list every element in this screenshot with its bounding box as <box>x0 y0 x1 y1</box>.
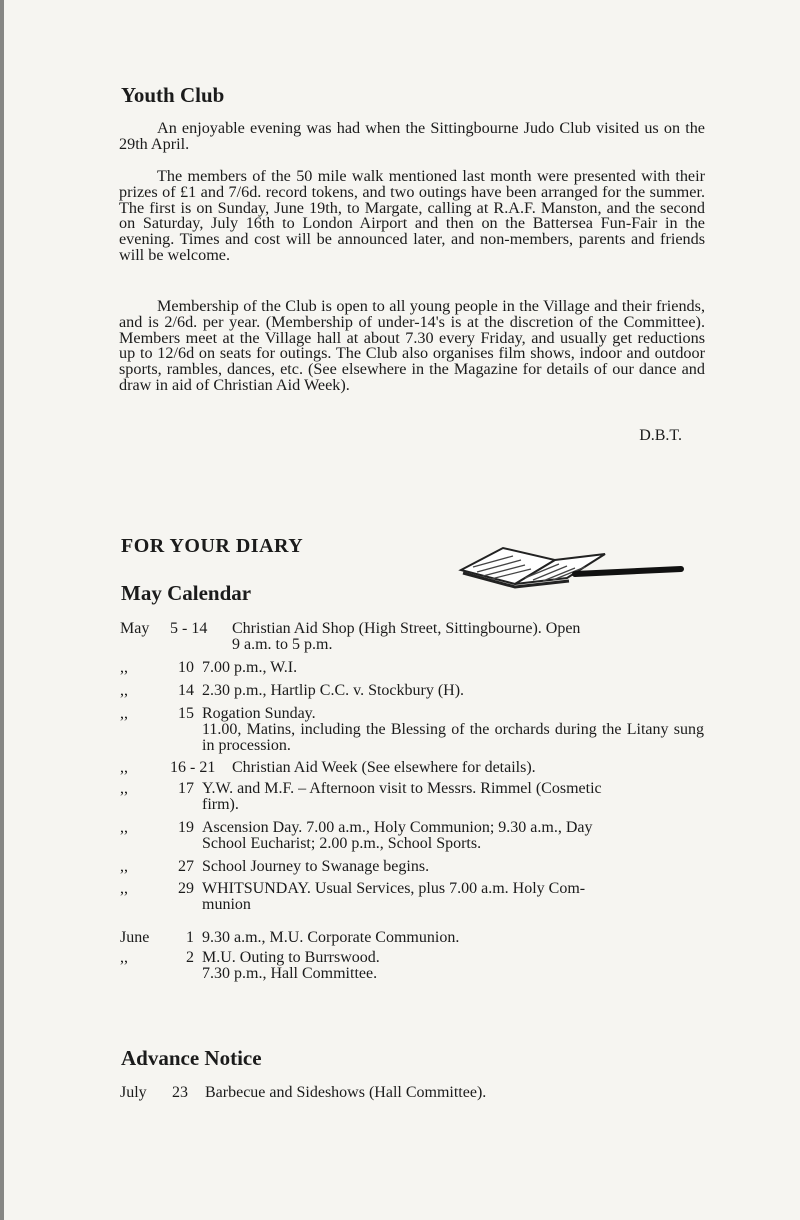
entry-text <box>202 660 704 676</box>
entry-day: 17 <box>178 780 194 797</box>
entry-text <box>202 706 704 754</box>
entry-month: ,, <box>120 705 128 722</box>
entry-month: ,, <box>120 949 128 966</box>
entry-day: 27 <box>178 858 194 875</box>
entry-line-1: M.U. Outing to Burrswood. <box>202 949 380 966</box>
advance-text: Barbecue and Sideshows (Hall Committee). <box>205 1084 487 1101</box>
youth-club-paragraph-1: An enjoyable evening was had when the Sittingbourne Judo Club visited us on the 29th April. <box>119 119 705 153</box>
entry-text <box>202 950 704 982</box>
entry-month: ,, <box>120 880 128 897</box>
advance-month: July <box>120 1084 147 1101</box>
entry-line-1: Rogation Sunday. <box>202 705 316 722</box>
entry-day: 19 <box>178 819 194 836</box>
entry-line-2: firm). <box>202 796 239 813</box>
entry-month: ,, <box>120 819 128 836</box>
entry-line-1: 7.00 p.m., W.I. <box>202 659 298 676</box>
entry-month: ,, <box>120 682 128 699</box>
youth-club-paragraph-3: Membership of the Club is open to all young people in the Village and their friends, and is 2/6d. per year. (Membership of under-14's is at the discretion of the Committee). Members meet at the Village hall at about 7.30 every Friday, and usually get reductions up to 12/6d on seats for outings. The Club also organises film shows, indoor and outdoor sports, rambles, dances, etc. (See elsewhere in the Magazine for details of our dance and draw in aid of Christian Aid Week). <box>119 297 705 394</box>
may-calendar-heading: May Calendar <box>121 581 252 605</box>
entry-month: June <box>120 929 150 946</box>
entry-line-2: 11.00, Matins, including the Blessing of the orchards during the Litany sung in procession. <box>202 721 704 754</box>
entry-line-2: 9 a.m. to 5 p.m. <box>232 636 333 653</box>
youth-club-heading: Youth Club <box>121 83 225 107</box>
entry-text <box>170 759 704 776</box>
open-diary-book-icon <box>455 540 685 590</box>
page-edge-shadow <box>0 0 4 1220</box>
entry-month: ,, <box>120 780 128 797</box>
entry-month: ,, <box>120 858 128 875</box>
entry-month: May <box>120 620 150 637</box>
entry-text <box>202 930 704 946</box>
entry-line-1: Ascension Day. 7.00 a.m., Holy Communion; 9.30 a.m., Day <box>202 819 593 836</box>
entry-line-2: munion <box>202 896 251 913</box>
entry-day-inline: 5 - 14 <box>170 620 208 637</box>
entry-day: 1 <box>186 929 194 946</box>
entry-day-inline: 16 - 21 <box>170 759 216 776</box>
entry-line-1: Christian Aid Shop (High Street, Sittingbourne). Open <box>232 620 581 637</box>
youth-club-paragraph-2: The members of the 50 mile walk mentioned last month were presented with their prizes of £1 and 7/6d. record tokens, and two outings have been arranged for the summer. The first is on Sunday, June 19th, to Margate, calling at R.A.F. Manston, and the second on Saturday, July 16th to London Airport and then on the Battersea Fun-Fair in the evening. Times and cost will be announced later, and non-members, parents and friends will be welcome. <box>119 167 705 264</box>
entry-line-1: 2.30 p.m., Hartlip C.C. v. Stockbury (H). <box>202 682 465 699</box>
signature: D.B.T. <box>639 427 682 444</box>
entry-line-1: School Journey to Swanage begins. <box>202 858 430 875</box>
entry-line-2: School Eucharist; 2.00 p.m., School Sports. <box>202 835 482 852</box>
entry-line-1: Y.W. and M.F. – Afternoon visit to Messrs. Rimmel (Cosmetic <box>202 780 602 797</box>
entry-day: 14 <box>178 682 194 699</box>
entry-day: 29 <box>178 880 194 897</box>
advance-notice-heading: Advance Notice <box>121 1046 262 1070</box>
entry-month: ,, <box>120 659 128 676</box>
entry-day: 15 <box>178 705 194 722</box>
entry-text <box>202 881 704 913</box>
entry-line-1: 9.30 a.m., M.U. Corporate Communion. <box>202 929 460 946</box>
entry-text <box>202 781 704 813</box>
entry-line-1: WHITSUNDAY. Usual Services, plus 7.00 a.m. Holy Com- <box>202 880 586 897</box>
entry-month: ,, <box>120 759 128 776</box>
entry-day: 10 <box>178 659 194 676</box>
entry-text <box>202 683 704 699</box>
diary-heading: FOR YOUR DIARY <box>121 535 304 557</box>
entry-line-2: 7.30 p.m., Hall Committee. <box>202 965 378 982</box>
entry-day: 2 <box>186 949 194 966</box>
entry-line-1: Christian Aid Week (See elsewhere for details). <box>232 759 536 776</box>
entry-text <box>202 820 704 852</box>
advance-day: 23 <box>172 1084 188 1101</box>
entry-text <box>202 859 704 875</box>
entry-text <box>170 620 704 653</box>
